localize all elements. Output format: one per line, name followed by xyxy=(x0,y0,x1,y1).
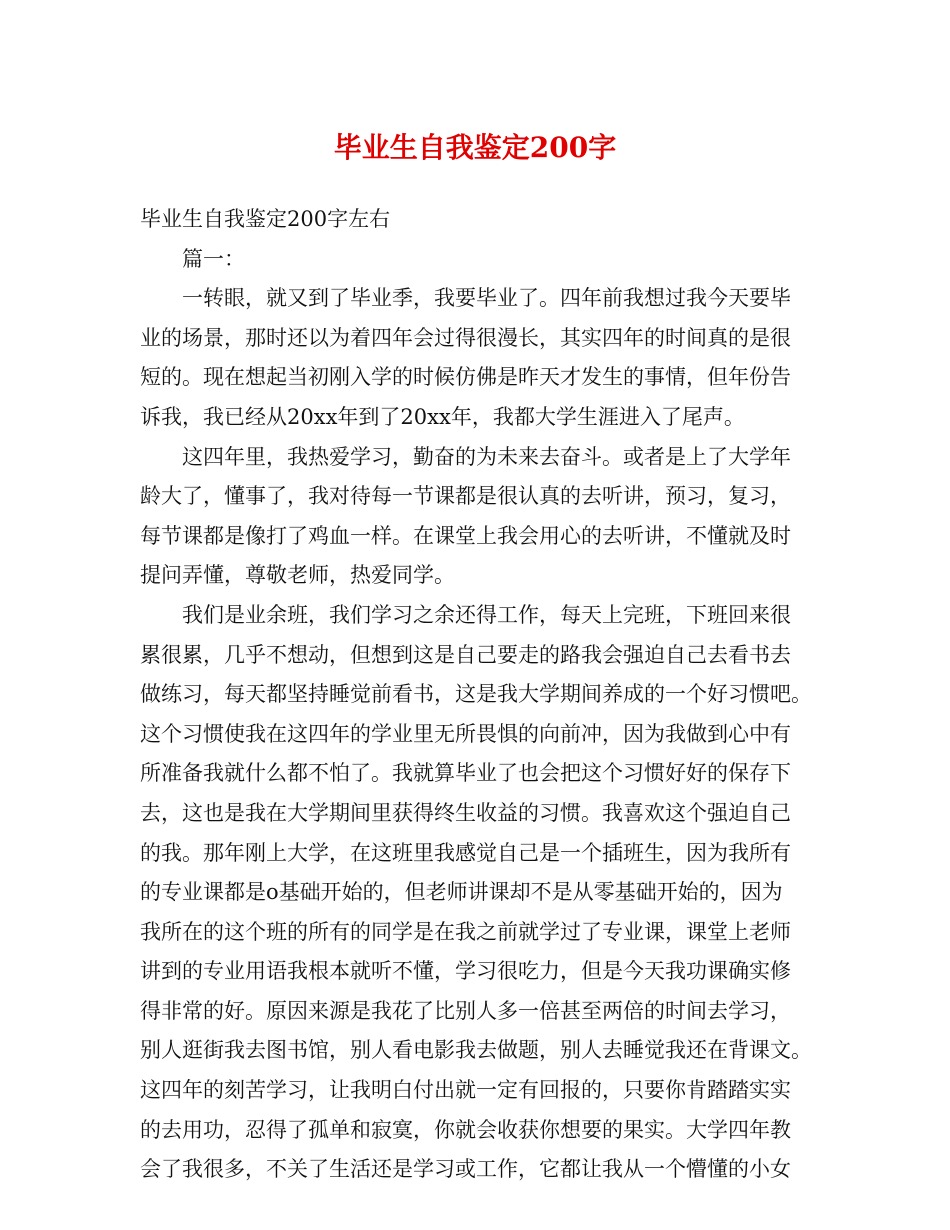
subtitle-line: 毕业生自我鉴定200字左右 xyxy=(140,207,391,231)
paragraph-line: 龄大了，懂事了，我对待每一节课都是很认真的去听讲，预习，复习， xyxy=(140,484,791,509)
document-body xyxy=(140,200,820,1190)
paragraph-line: 短的。现在想起当初刚入学的时候仿佛是昨天才发生的事情，但年份告 xyxy=(140,365,791,390)
paragraph-line: 这个习惯使我在这四年的学业里无所畏惧的向前冲，因为我做到心中有 xyxy=(140,721,791,746)
paragraph-line: 去，这也是我在大学期间里获得终生收益的习惯。我喜欢这个强迫自己 xyxy=(140,800,791,825)
paragraph-line: 的我。那年刚上大学，在这班里我感觉自己是一个插班生，因为我所有 xyxy=(140,840,791,865)
paragraph-line: 的专业课都是o基础开始的，但老师讲课却不是从零基础开始的，因为 xyxy=(140,880,783,905)
paragraph-line: 这四年里，我热爱学习，勤奋的为未来去奋斗。或者是上了大学年 xyxy=(182,444,791,469)
paragraph-line: 一转眼，就又到了毕业季，我要毕业了。四年前我想过我今天要毕 xyxy=(182,286,791,311)
paragraph-line: 做练习，每天都坚持睡觉前看书，这是我大学期间养成的一个好习惯吧。 xyxy=(140,682,812,707)
paragraph-line: 我们是业余班，我们学习之余还得工作，每天上完班，下班回来很 xyxy=(182,602,791,627)
paragraph-line: 我所在的这个班的所有的同学是在我之前就学过了专业课，课堂上老师 xyxy=(140,919,791,944)
paragraph-line: 业的场景，那时还以为着四年会过得很漫长，其实四年的时间真的是很 xyxy=(140,325,791,350)
paragraph-line: 提问弄懂，尊敬老师，热爱同学。 xyxy=(140,563,455,588)
paragraph-line: 所准备我就什么都不怕了。我就算毕业了也会把这个习惯好好的保存下 xyxy=(140,761,791,786)
paragraph-line: 每节课都是像打了鸡血一样。在课堂上我会用心的去听讲，不懂就及时 xyxy=(140,523,791,548)
paragraph-line: 的去用功，忍得了孤单和寂寞，你就会收获你想要的果实。大学四年教 xyxy=(140,1117,791,1142)
paragraph-line: 这四年的刻苦学习，让我明白付出就一定有回报的，只要你肯踏踏实实 xyxy=(140,1078,791,1103)
paragraph-line: 别人逛街我去图书馆，别人看电影我去做题，别人去睡觉我还在背课文。 xyxy=(140,1038,812,1063)
paragraph-line: 累很累，几乎不想动，但想到这是自己要走的路我会强迫自己去看书去 xyxy=(140,642,791,667)
paragraph-line: 诉我，我已经从20xx年到了20xx年，我都大学生涯进入了尾声。 xyxy=(140,404,745,429)
paragraph-line: 会了我很多，不关了生活还是学习或工作，它都让我从一个懵懂的小女 xyxy=(140,1157,791,1182)
paragraph-line: 得非常的好。原因来源是我花了比别人多一倍甚至两倍的时间去学习， xyxy=(140,998,791,1023)
section-heading: 篇一： xyxy=(182,246,245,271)
document-title: 毕业生自我鉴定200字 xyxy=(333,131,617,164)
paragraph-line: 讲到的专业用语我根本就听不懂，学习很吃力，但是今天我功课确实修 xyxy=(140,959,791,984)
